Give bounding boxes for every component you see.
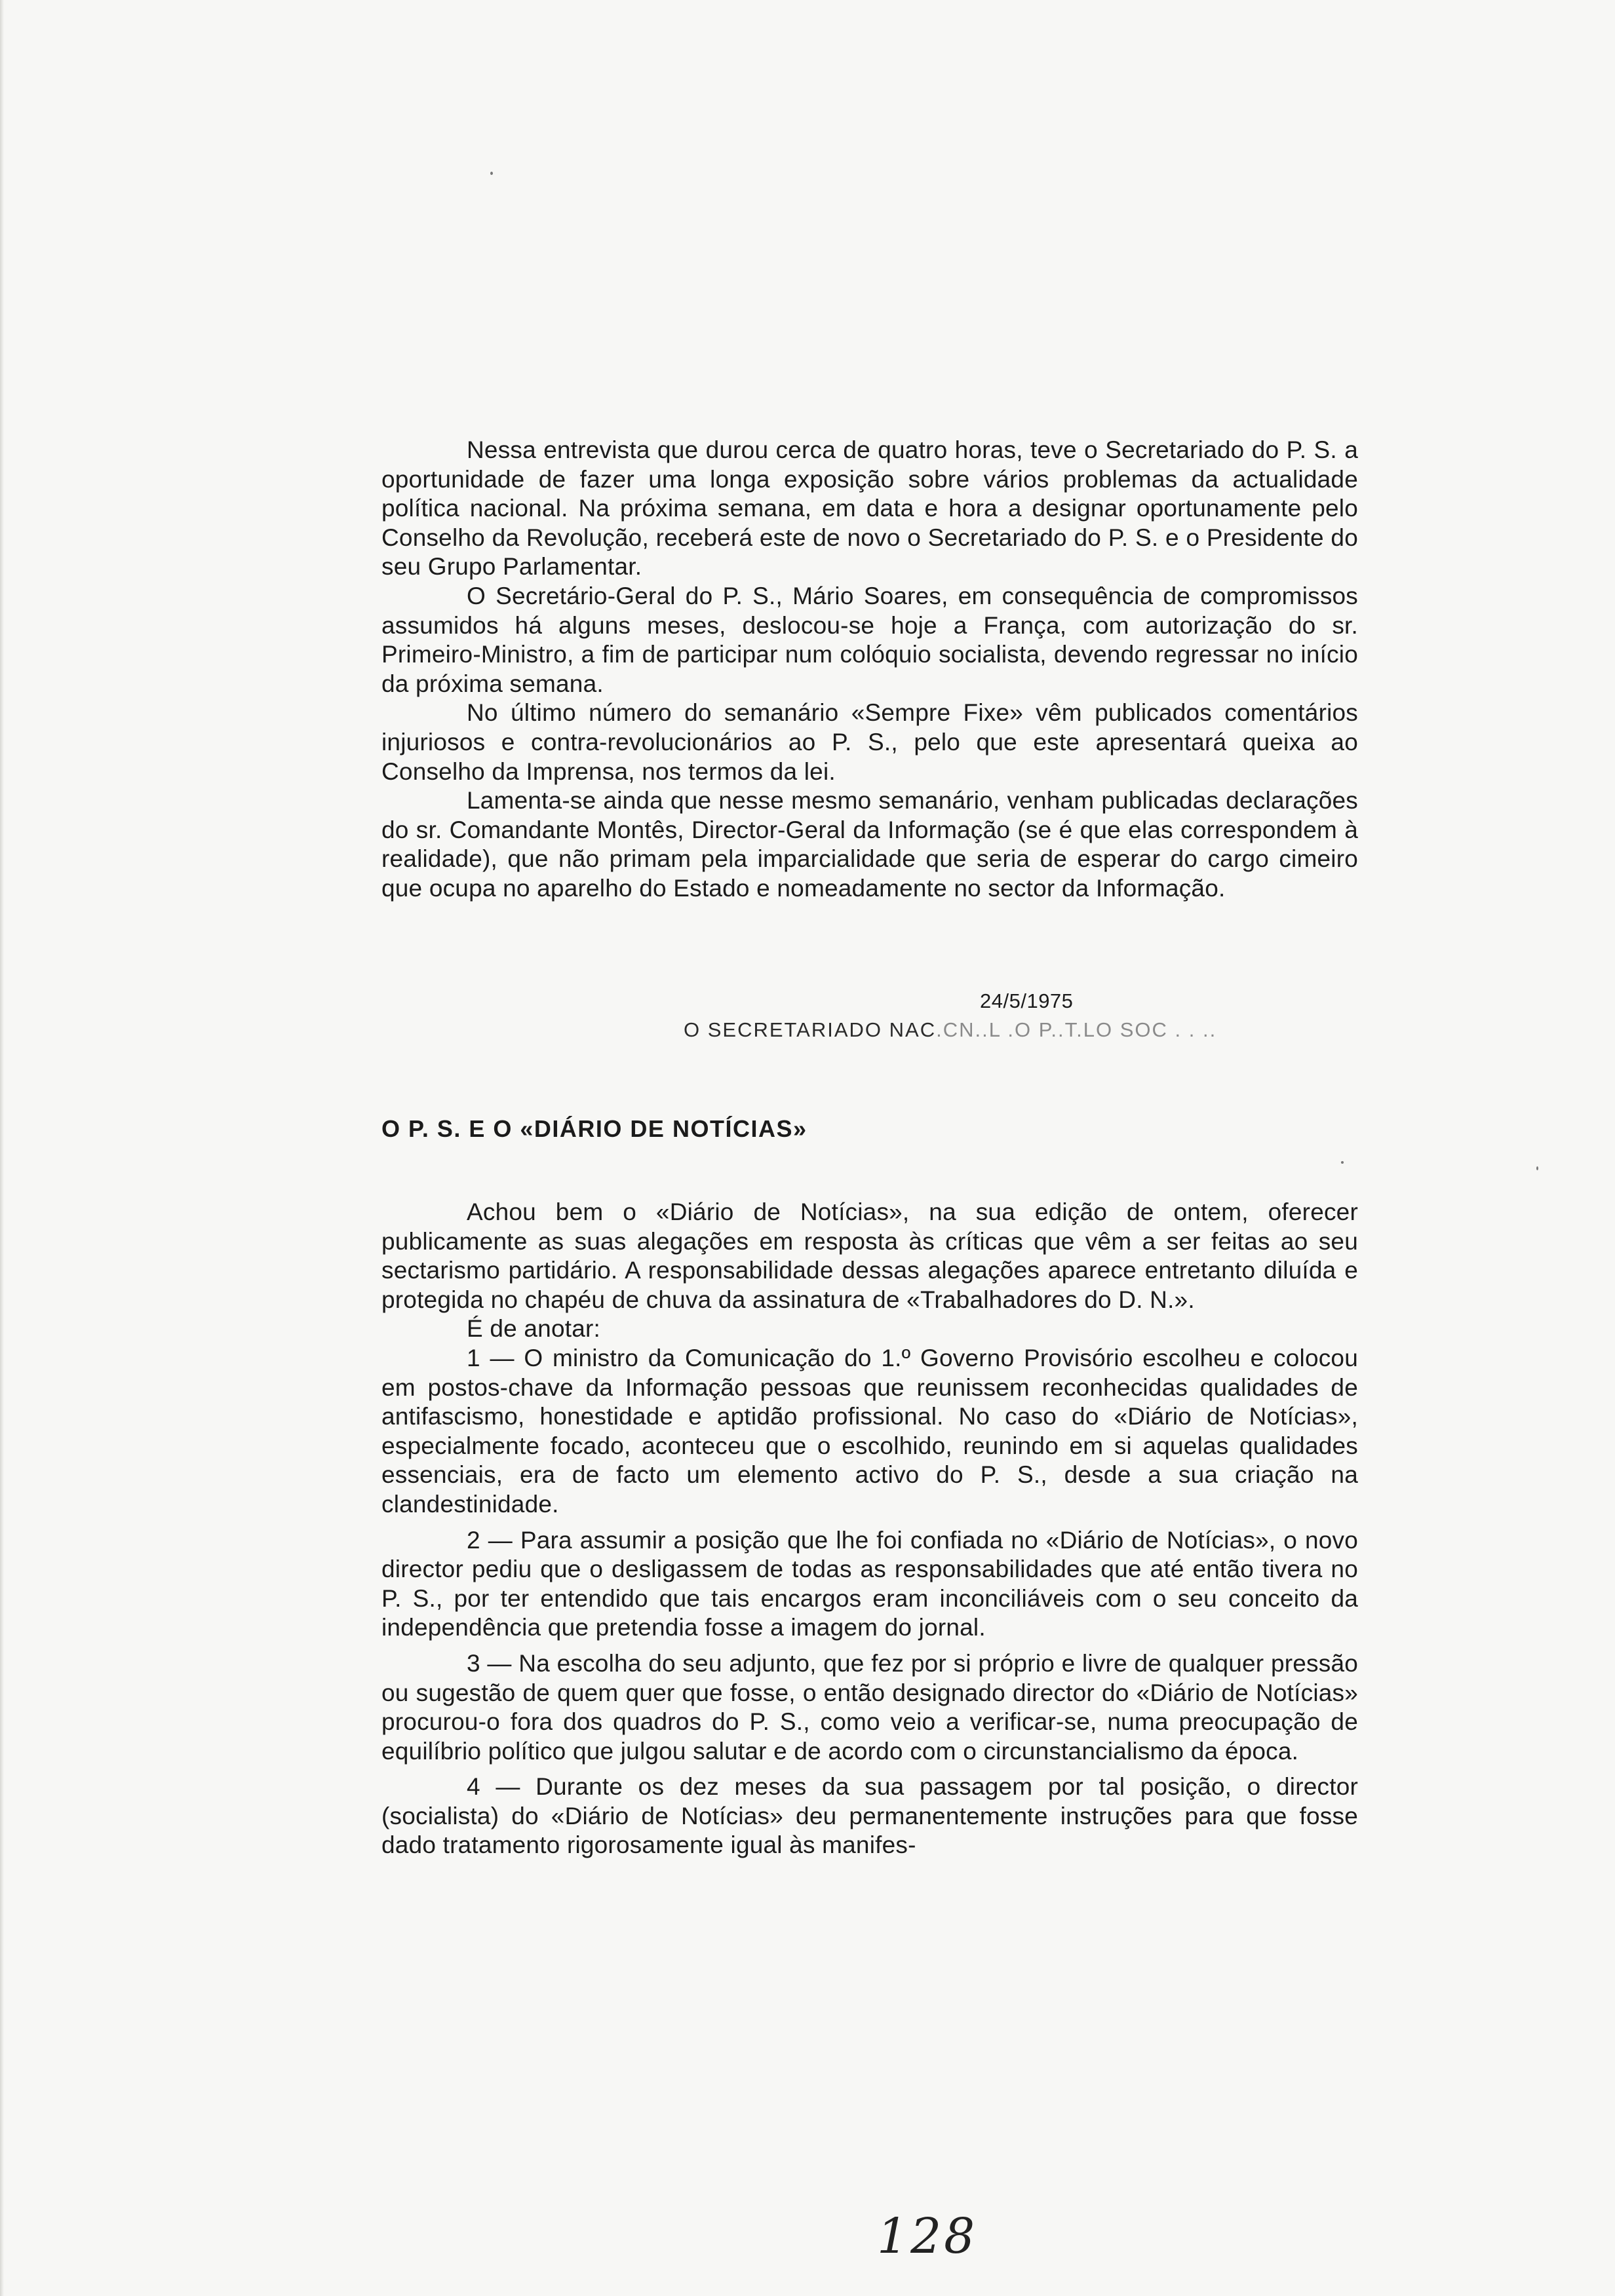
- paragraph: Nessa entrevista que durou cerca de quatro horas, teve o Secretariado do P. S. a oportunidade de fazer uma longa exposição sobre vários problemas da actualidade política nacional. Na próxima semana, em data e hora a designar oportunamente pelo Conselho da Revolução, receberá este de novo o Secretariado do P. S. e o Presidente do seu Grupo Parlamentar.: [381, 436, 1358, 581]
- scan-speck: [1341, 1161, 1344, 1164]
- scan-speck: [1536, 1166, 1538, 1170]
- signature-date: 24/5/1975: [980, 989, 1074, 1012]
- paragraph: Achou bem o «Diário de Notícias», na sua edição de ontem, oferecer publicamente as suas alegações em resposta às críticas que vêm a ser feitas ao seu sectarismo partidário. A responsabilidade dessas alegações aparece entretanto diluída e protegida no chapéu de chuva da assinatura de «Trabalhadores do D. N.».: [381, 1198, 1358, 1313]
- scan-speck: [490, 172, 493, 175]
- signature-line: [684, 1018, 1216, 1042]
- section-heading: O P. S. E O «DIÁRIO DE NOTÍCIAS»: [381, 1115, 808, 1142]
- numbered-paragraph: 3 — Na escolha do seu adjunto, que fez por si próprio e livre de qualquer pressão ou sugestão de quem quer que fosse, o então designado director do «Diário de Notícias» procurou-o fora dos quadros do P. S., como veio a verificar-se, numa preocupação de equilíbrio político que julgou salutar e de acordo com o circunstancialismo da época.: [381, 1649, 1358, 1765]
- signature-text-faded: .CN..L .O P..T.LO SOC . . ..: [936, 1018, 1217, 1041]
- numbered-paragraph: 1 — O ministro da Comunicação do 1.º Governo Provisório escolheu e colocou em postos-chave da Informação pessoas que reunissem reconhecidas qualidades de antifascismo, honestidade e aptidão profissional. No caso do «Diário de Notícias», especialmente focado, aconteceu que o escolhido, reunindo em si aquelas qualidades essenciais, era de facto um elemento activo do P. S., desde a sua criação na clandestinidade.: [381, 1344, 1358, 1518]
- handwritten-page-number: 128: [877, 2208, 978, 2265]
- paragraph: Lamenta-se ainda que nesse mesmo semanário, venham publicadas declarações do sr. Comandante Montês, Director-Geral da Informação (se é que elas correspondem à realidade), que não primam pela imparcialidade que seria de esperar do cargo cimeiro que ocupa no aparelho do Estado e nomeadamente no sector da Informação.: [381, 787, 1358, 902]
- paragraph: O Secretário-Geral do P. S., Mário Soares, em consequência de compromissos assumidos há alguns meses, deslocou-se hoje a França, com autorização do sr. Primeiro-Ministro, a fim de participar num colóquio socialista, devendo regressar no início da próxima semana.: [381, 582, 1358, 697]
- paragraph: No último número do semanário «Sempre Fixe» vêm publicados comentários injuriosos e contra-revolucionários ao P. S., pelo que este apresentará queixa ao Conselho da Imprensa, nos termos da lei.: [381, 699, 1358, 785]
- signature-text: O SECRETARIADO NAC: [684, 1018, 937, 1041]
- paragraph: É de anotar:: [467, 1315, 600, 1343]
- body-text-block-1: [381, 436, 1358, 904]
- numbered-paragraph: 4 — Durante os dez meses da sua passagem por tal posição, o director (socialista) do «Diário de Notícias» deu permanentemente instruções para que fosse dado tratamento rigorosamente igual às manifes-: [381, 1773, 1358, 1859]
- body-text-block-2: [381, 1198, 1358, 1860]
- numbered-paragraph: 2 — Para assumir a posição que lhe foi confiada no «Diário de Notícias», o novo director pediu que o desligassem de todas as responsabilidades que até então tivera no P. S., por ter entendido que tais encargos eram inconciliáveis com o seu conceito da independência que pretendia fosse a imagem do jornal.: [381, 1526, 1358, 1641]
- scan-edge: [0, 0, 4, 2296]
